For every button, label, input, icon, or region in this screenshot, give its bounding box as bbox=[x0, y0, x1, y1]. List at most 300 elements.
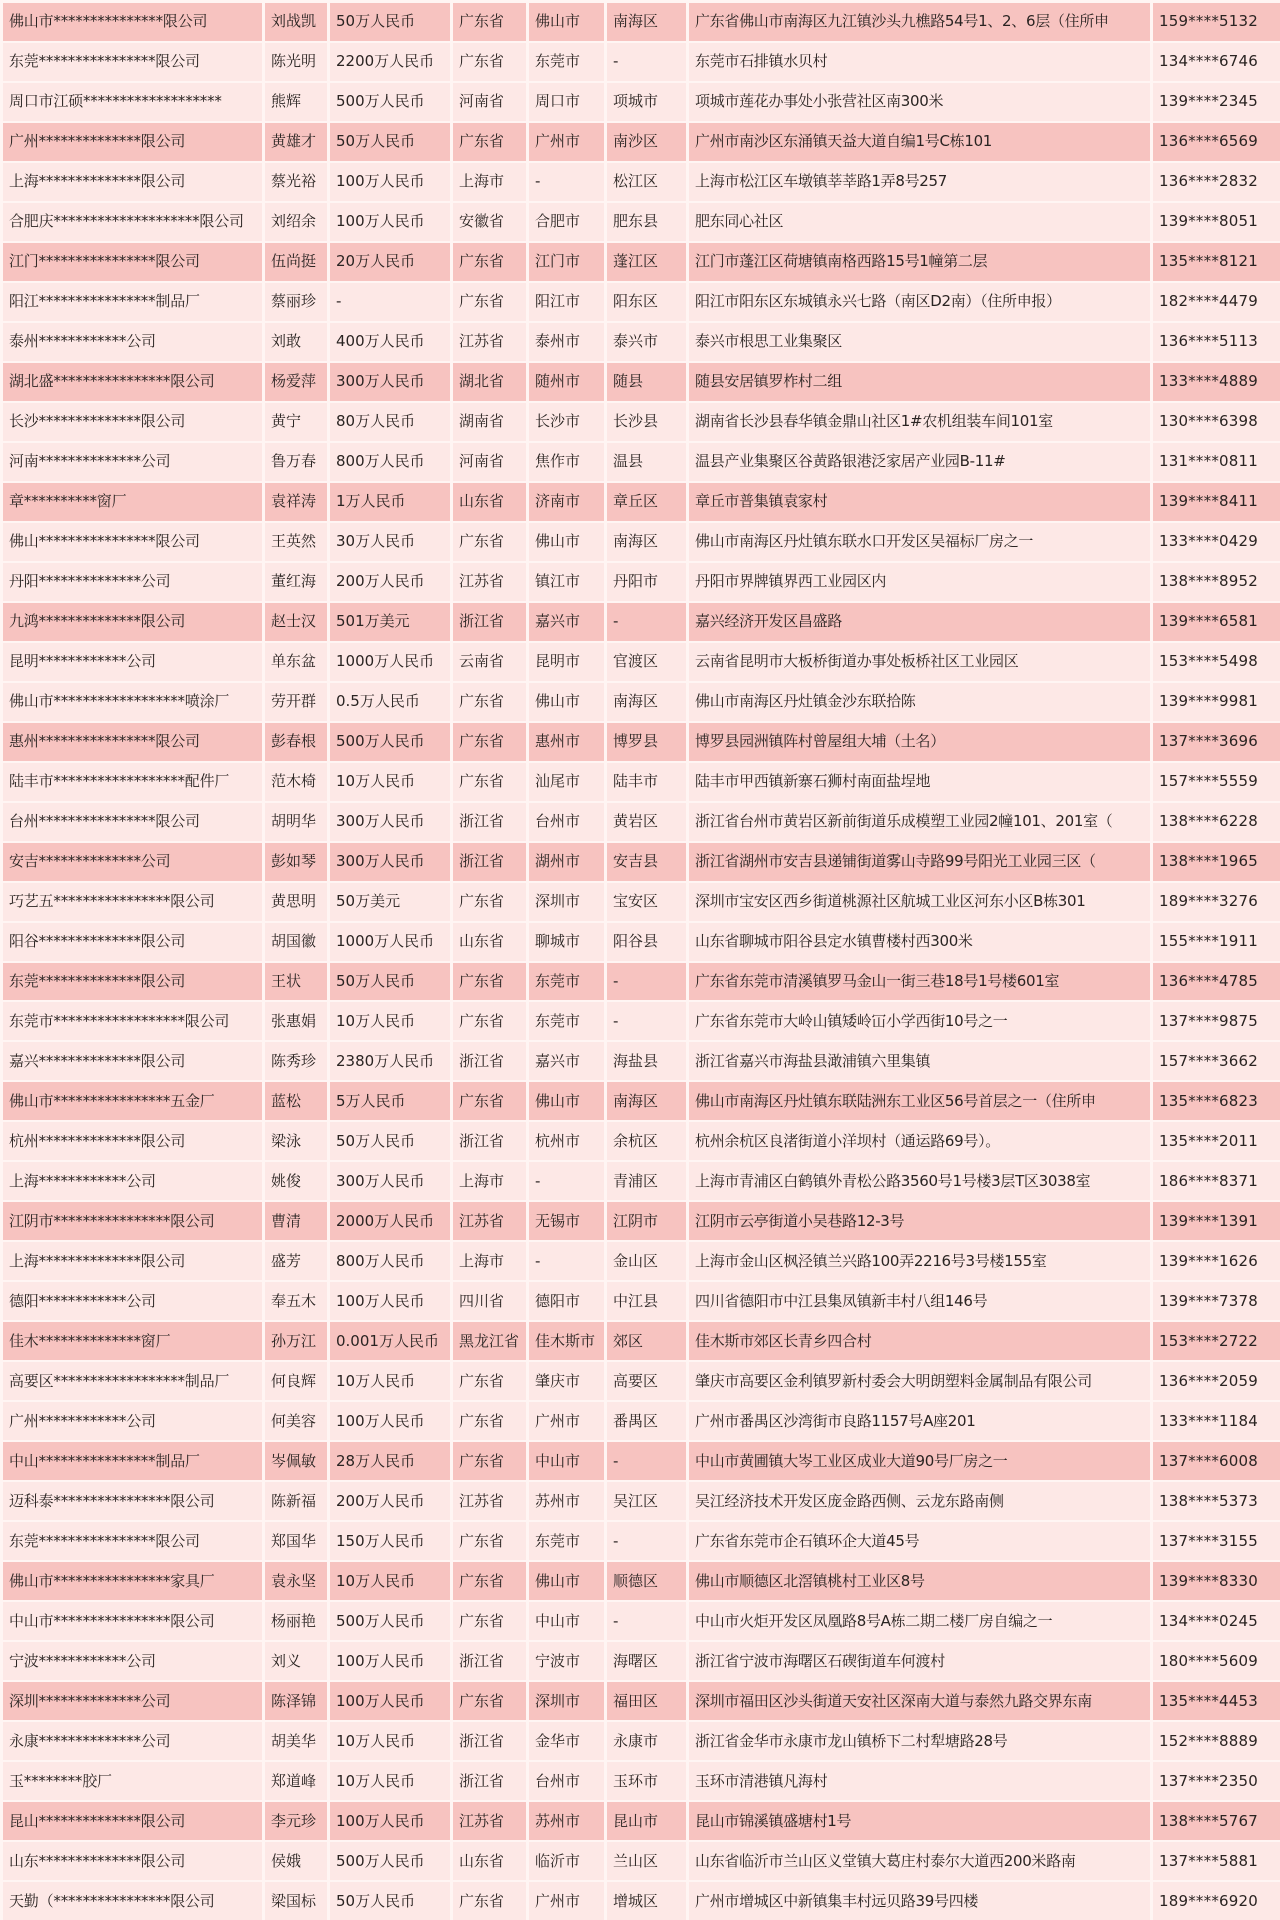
district-cell: 南海区 bbox=[607, 523, 686, 561]
province-cell: 上海市 bbox=[453, 1242, 526, 1280]
table-row bbox=[0, 43, 1280, 81]
table-row bbox=[0, 923, 1280, 961]
address-cell: 江门市蓬江区荷塘镇南格西路15号1幢第二层 bbox=[689, 243, 1150, 281]
company-name-cell: 永康**************公司 bbox=[3, 1722, 262, 1760]
registered-capital-cell: 1万人民币 bbox=[330, 483, 450, 521]
address-cell: 浙江省嘉兴市海盐县澉浦镇六里集镇 bbox=[689, 1042, 1150, 1080]
company-name-cell: 陆丰市******************配件厂 bbox=[3, 763, 262, 801]
table-row bbox=[0, 1522, 1280, 1560]
phone-cell: 139****1626 bbox=[1153, 1242, 1280, 1280]
address-cell: 阳江市阳东区东城镇永兴七路（南区D2南）（住所申报） bbox=[689, 283, 1150, 321]
city-cell: 江门市 bbox=[529, 243, 604, 281]
company-name-cell: 佛山市****************五金厂 bbox=[3, 1082, 262, 1120]
address-cell: 深圳市福田区沙头街道天安社区深南大道与泰然九路交界东南 bbox=[689, 1682, 1150, 1720]
district-cell: - bbox=[607, 963, 686, 1001]
district-cell: 南海区 bbox=[607, 3, 686, 41]
phone-cell: 137****3155 bbox=[1153, 1522, 1280, 1560]
phone-cell: 153****2722 bbox=[1153, 1322, 1280, 1360]
province-cell: 上海市 bbox=[453, 163, 526, 201]
province-cell: 云南省 bbox=[453, 643, 526, 681]
address-cell: 广东省佛山市南海区九江镇沙头九樵路54号1、2、6层（住所申 bbox=[689, 3, 1150, 41]
table-row bbox=[0, 1082, 1280, 1120]
registered-capital-cell: 10万人民币 bbox=[330, 1722, 450, 1760]
province-cell: 广东省 bbox=[453, 763, 526, 801]
legal-person-cell: 王状 bbox=[265, 963, 327, 1001]
registered-capital-cell: 10万人民币 bbox=[330, 763, 450, 801]
phone-cell: 135****8121 bbox=[1153, 243, 1280, 281]
province-cell: 广东省 bbox=[453, 963, 526, 1001]
legal-person-cell: 董红海 bbox=[265, 563, 327, 601]
table-row bbox=[0, 1162, 1280, 1200]
address-cell: 江阴市云亭街道小吴巷路12-3号 bbox=[689, 1202, 1150, 1240]
registered-capital-cell: 10万人民币 bbox=[330, 1562, 450, 1600]
phone-cell: 135****2011 bbox=[1153, 1122, 1280, 1160]
phone-cell: 138****5373 bbox=[1153, 1482, 1280, 1520]
province-cell: 江苏省 bbox=[453, 1802, 526, 1840]
district-cell: 长沙县 bbox=[607, 403, 686, 441]
city-cell: - bbox=[529, 1242, 604, 1280]
table-row bbox=[0, 1602, 1280, 1640]
district-cell: 海盐县 bbox=[607, 1042, 686, 1080]
legal-person-cell: 鲁万春 bbox=[265, 443, 327, 481]
phone-cell: 138****1965 bbox=[1153, 843, 1280, 881]
province-cell: 广东省 bbox=[453, 1562, 526, 1600]
legal-person-cell: 熊辉 bbox=[265, 83, 327, 121]
district-cell: 余杭区 bbox=[607, 1122, 686, 1160]
city-cell: 聊城市 bbox=[529, 923, 604, 961]
company-name-cell: 上海**************限公司 bbox=[3, 1242, 262, 1280]
district-cell: - bbox=[607, 603, 686, 641]
address-cell: 四川省德阳市中江县集凤镇新丰村八组146号 bbox=[689, 1282, 1150, 1320]
company-name-cell: 巧艺五****************限公司 bbox=[3, 883, 262, 921]
registered-capital-cell: 200万人民币 bbox=[330, 563, 450, 601]
registered-capital-cell: 100万人民币 bbox=[330, 1402, 450, 1440]
city-cell: 广州市 bbox=[529, 1402, 604, 1440]
legal-person-cell: 彭如琴 bbox=[265, 843, 327, 881]
province-cell: 广东省 bbox=[453, 1602, 526, 1640]
address-cell: 上海市金山区枫泾镇兰兴路100弄2216号3号楼155室 bbox=[689, 1242, 1150, 1280]
district-cell: 南沙区 bbox=[607, 123, 686, 161]
address-cell: 肥东同心社区 bbox=[689, 203, 1150, 241]
province-cell: 河南省 bbox=[453, 443, 526, 481]
table-row bbox=[0, 1642, 1280, 1680]
registered-capital-cell: 500万人民币 bbox=[330, 83, 450, 121]
city-cell: 佳木斯市 bbox=[529, 1322, 604, 1360]
phone-cell: 189****3276 bbox=[1153, 883, 1280, 921]
address-cell: 广东省东莞市清溪镇罗马金山一街三巷18号1号楼601室 bbox=[689, 963, 1150, 1001]
province-cell: 湖南省 bbox=[453, 403, 526, 441]
legal-person-cell: 郑国华 bbox=[265, 1522, 327, 1560]
address-cell: 佳木斯市郊区长青乡四合村 bbox=[689, 1322, 1150, 1360]
phone-cell: 137****9875 bbox=[1153, 1002, 1280, 1040]
company-name-cell: 东莞**************限公司 bbox=[3, 963, 262, 1001]
phone-cell: 137****6008 bbox=[1153, 1442, 1280, 1480]
district-cell: 南海区 bbox=[607, 683, 686, 721]
province-cell: 江苏省 bbox=[453, 323, 526, 361]
province-cell: 广东省 bbox=[453, 283, 526, 321]
legal-person-cell: 何美容 bbox=[265, 1402, 327, 1440]
table-row bbox=[0, 1402, 1280, 1440]
table-row bbox=[0, 203, 1280, 241]
province-cell: 江苏省 bbox=[453, 563, 526, 601]
district-cell: 随县 bbox=[607, 363, 686, 401]
company-name-cell: 佳木**************窗厂 bbox=[3, 1322, 262, 1360]
address-cell: 温县产业集聚区谷黄路银港泛家居产业园B-11# bbox=[689, 443, 1150, 481]
address-cell: 随县安居镇罗柞村二组 bbox=[689, 363, 1150, 401]
phone-cell: 136****2059 bbox=[1153, 1362, 1280, 1400]
phone-cell: 136****5113 bbox=[1153, 323, 1280, 361]
registered-capital-cell: 10万人民币 bbox=[330, 1762, 450, 1800]
address-cell: 玉环市清港镇凡海村 bbox=[689, 1762, 1150, 1800]
district-cell: 海曙区 bbox=[607, 1642, 686, 1680]
district-cell: 南海区 bbox=[607, 1082, 686, 1120]
province-cell: 浙江省 bbox=[453, 1042, 526, 1080]
company-name-cell: 高要区******************制品厂 bbox=[3, 1362, 262, 1400]
company-name-cell: 嘉兴**************限公司 bbox=[3, 1042, 262, 1080]
company-name-cell: 阳江****************制品厂 bbox=[3, 283, 262, 321]
city-cell: 佛山市 bbox=[529, 1082, 604, 1120]
province-cell: 江苏省 bbox=[453, 1482, 526, 1520]
province-cell: 广东省 bbox=[453, 43, 526, 81]
city-cell: 苏州市 bbox=[529, 1482, 604, 1520]
company-name-cell: 上海**************限公司 bbox=[3, 163, 262, 201]
legal-person-cell: 蔡丽珍 bbox=[265, 283, 327, 321]
table-row bbox=[0, 163, 1280, 201]
table-row bbox=[0, 1682, 1280, 1720]
registered-capital-cell: 50万美元 bbox=[330, 883, 450, 921]
registered-capital-cell: 28万人民币 bbox=[330, 1442, 450, 1480]
table-row bbox=[0, 1242, 1280, 1280]
registered-capital-cell: 50万人民币 bbox=[330, 123, 450, 161]
city-cell: 焦作市 bbox=[529, 443, 604, 481]
registered-capital-cell: 20万人民币 bbox=[330, 243, 450, 281]
city-cell: 泰州市 bbox=[529, 323, 604, 361]
city-cell: 东莞市 bbox=[529, 963, 604, 1001]
province-cell: 湖北省 bbox=[453, 363, 526, 401]
phone-cell: 139****8051 bbox=[1153, 203, 1280, 241]
district-cell: 昆山市 bbox=[607, 1802, 686, 1840]
address-cell: 吴江经济技术开发区庞金路西侧、云龙东路南侧 bbox=[689, 1482, 1150, 1520]
legal-person-cell: 蓝松 bbox=[265, 1082, 327, 1120]
company-name-cell: 昆山**************限公司 bbox=[3, 1802, 262, 1840]
phone-cell: 136****2832 bbox=[1153, 163, 1280, 201]
province-cell: 广东省 bbox=[453, 243, 526, 281]
province-cell: 浙江省 bbox=[453, 1642, 526, 1680]
district-cell: 松江区 bbox=[607, 163, 686, 201]
city-cell: 嘉兴市 bbox=[529, 1042, 604, 1080]
legal-person-cell: 陈秀珍 bbox=[265, 1042, 327, 1080]
phone-cell: 139****7378 bbox=[1153, 1282, 1280, 1320]
table-row bbox=[0, 83, 1280, 121]
legal-person-cell: 胡国徽 bbox=[265, 923, 327, 961]
table-row bbox=[0, 763, 1280, 801]
phone-cell: 138****6228 bbox=[1153, 803, 1280, 841]
province-cell: 浙江省 bbox=[453, 1722, 526, 1760]
phone-cell: 157****3662 bbox=[1153, 1042, 1280, 1080]
address-cell: 博罗县园洲镇阵村曾屋组大埔（土名） bbox=[689, 723, 1150, 761]
city-cell: 杭州市 bbox=[529, 1122, 604, 1160]
phone-cell: 134****0245 bbox=[1153, 1602, 1280, 1640]
province-cell: 山东省 bbox=[453, 923, 526, 961]
address-cell: 项城市莲花办事处小张营社区南300米 bbox=[689, 83, 1150, 121]
address-cell: 浙江省宁波市海曙区石碶街道车何渡村 bbox=[689, 1642, 1150, 1680]
phone-cell: 131****0811 bbox=[1153, 443, 1280, 481]
district-cell: 吴江区 bbox=[607, 1482, 686, 1520]
registered-capital-cell: 50万人民币 bbox=[330, 3, 450, 41]
legal-person-cell: 杨爱萍 bbox=[265, 363, 327, 401]
company-name-cell: 安吉**************公司 bbox=[3, 843, 262, 881]
registered-capital-cell: 500万人民币 bbox=[330, 1842, 450, 1880]
address-cell: 嘉兴经济开发区昌盛路 bbox=[689, 603, 1150, 641]
district-cell: 青浦区 bbox=[607, 1162, 686, 1200]
district-cell: 博罗县 bbox=[607, 723, 686, 761]
district-cell: 黄岩区 bbox=[607, 803, 686, 841]
address-cell: 浙江省台州市黄岩区新前街道乐成模塑工业园2幢101、201室（ bbox=[689, 803, 1150, 841]
province-cell: 广东省 bbox=[453, 1002, 526, 1040]
district-cell: 增城区 bbox=[607, 1882, 686, 1920]
district-cell: - bbox=[607, 1442, 686, 1480]
company-name-cell: 佛山****************限公司 bbox=[3, 523, 262, 561]
company-name-cell: 玉********胶厂 bbox=[3, 1762, 262, 1800]
registered-capital-cell: 500万人民币 bbox=[330, 1602, 450, 1640]
address-cell: 肇庆市高要区金利镇罗新村委会大明朗塑料金属制品有限公司 bbox=[689, 1362, 1150, 1400]
city-cell: 佛山市 bbox=[529, 523, 604, 561]
province-cell: 浙江省 bbox=[453, 803, 526, 841]
city-cell: 台州市 bbox=[529, 803, 604, 841]
company-name-cell: 合肥庆********************限公司 bbox=[3, 203, 262, 241]
table-row bbox=[0, 603, 1280, 641]
legal-person-cell: 蔡光裕 bbox=[265, 163, 327, 201]
district-cell: - bbox=[607, 1002, 686, 1040]
city-cell: 湖州市 bbox=[529, 843, 604, 881]
table-row bbox=[0, 3, 1280, 41]
table-row bbox=[0, 1722, 1280, 1760]
province-cell: 广东省 bbox=[453, 1082, 526, 1120]
district-cell: 泰兴市 bbox=[607, 323, 686, 361]
company-name-cell: 广州************公司 bbox=[3, 1402, 262, 1440]
table-row bbox=[0, 1282, 1280, 1320]
company-name-cell: 长沙**************限公司 bbox=[3, 403, 262, 441]
city-cell: 合肥市 bbox=[529, 203, 604, 241]
address-cell: 杭州余杭区良渚街道小洋坝村（通运路69号）。 bbox=[689, 1122, 1150, 1160]
phone-cell: 155****1911 bbox=[1153, 923, 1280, 961]
city-cell: 东莞市 bbox=[529, 43, 604, 81]
company-name-cell: 湖北盛****************限公司 bbox=[3, 363, 262, 401]
province-cell: 山东省 bbox=[453, 1842, 526, 1880]
table-row bbox=[0, 1802, 1280, 1840]
legal-person-cell: 范木椅 bbox=[265, 763, 327, 801]
table-row bbox=[0, 1882, 1280, 1920]
district-cell: 永康市 bbox=[607, 1722, 686, 1760]
registered-capital-cell: 100万人民币 bbox=[330, 1802, 450, 1840]
company-name-cell: 东莞市******************限公司 bbox=[3, 1002, 262, 1040]
district-cell: 中江县 bbox=[607, 1282, 686, 1320]
company-name-cell: 宁波************公司 bbox=[3, 1642, 262, 1680]
table-row bbox=[0, 483, 1280, 521]
district-cell: 阳谷县 bbox=[607, 923, 686, 961]
legal-person-cell: 单东盆 bbox=[265, 643, 327, 681]
phone-cell: 133****4889 bbox=[1153, 363, 1280, 401]
province-cell: 浙江省 bbox=[453, 603, 526, 641]
legal-person-cell: 梁国标 bbox=[265, 1882, 327, 1920]
legal-person-cell: 姚俊 bbox=[265, 1162, 327, 1200]
phone-cell: 139****8411 bbox=[1153, 483, 1280, 521]
legal-person-cell: 陈光明 bbox=[265, 43, 327, 81]
city-cell: - bbox=[529, 1162, 604, 1200]
registered-capital-cell: 500万人民币 bbox=[330, 723, 450, 761]
legal-person-cell: 黄思明 bbox=[265, 883, 327, 921]
legal-person-cell: 劳开群 bbox=[265, 683, 327, 721]
address-cell: 昆山市锦溪镇盛塘村1号 bbox=[689, 1802, 1150, 1840]
legal-person-cell: 梁泳 bbox=[265, 1122, 327, 1160]
city-cell: 金华市 bbox=[529, 1722, 604, 1760]
province-cell: 广东省 bbox=[453, 723, 526, 761]
city-cell: 佛山市 bbox=[529, 3, 604, 41]
table-row bbox=[0, 1562, 1280, 1600]
registered-capital-cell: 0.5万人民币 bbox=[330, 683, 450, 721]
table-row bbox=[0, 1122, 1280, 1160]
legal-person-cell: 刘绍余 bbox=[265, 203, 327, 241]
district-cell: 福田区 bbox=[607, 1682, 686, 1720]
registered-capital-cell: 300万人民币 bbox=[330, 1162, 450, 1200]
province-cell: 河南省 bbox=[453, 83, 526, 121]
legal-person-cell: 侯娥 bbox=[265, 1842, 327, 1880]
province-cell: 广东省 bbox=[453, 883, 526, 921]
legal-person-cell: 李元珍 bbox=[265, 1802, 327, 1840]
registered-capital-cell: 100万人民币 bbox=[330, 203, 450, 241]
registered-capital-cell: 1000万人民币 bbox=[330, 923, 450, 961]
phone-cell: 133****1184 bbox=[1153, 1402, 1280, 1440]
address-cell: 章丘市普集镇袁家村 bbox=[689, 483, 1150, 521]
registered-capital-cell: 2000万人民币 bbox=[330, 1202, 450, 1240]
district-cell: 丹阳市 bbox=[607, 563, 686, 601]
company-name-cell: 昆明************公司 bbox=[3, 643, 262, 681]
phone-cell: 189****6920 bbox=[1153, 1882, 1280, 1920]
legal-person-cell: 张惠娟 bbox=[265, 1002, 327, 1040]
address-cell: 中山市火炬开发区凤凰路8号A栋二期二楼厂房自编之一 bbox=[689, 1602, 1150, 1640]
district-cell: 阳东区 bbox=[607, 283, 686, 321]
address-cell: 山东省临沂市兰山区义堂镇大葛庄村泰尔大道西200米路南 bbox=[689, 1842, 1150, 1880]
company-name-cell: 杭州**************限公司 bbox=[3, 1122, 262, 1160]
district-cell: 章丘区 bbox=[607, 483, 686, 521]
phone-cell: 136****6569 bbox=[1153, 123, 1280, 161]
company-name-cell: 佛山市***************限公司 bbox=[3, 3, 262, 41]
table-row bbox=[0, 1762, 1280, 1800]
registered-capital-cell: 80万人民币 bbox=[330, 403, 450, 441]
city-cell: 广州市 bbox=[529, 123, 604, 161]
address-cell: 陆丰市甲西镇新寨石狮村南面盐埕地 bbox=[689, 763, 1150, 801]
province-cell: 广东省 bbox=[453, 1442, 526, 1480]
table-row bbox=[0, 803, 1280, 841]
city-cell: 长沙市 bbox=[529, 403, 604, 441]
district-cell: 金山区 bbox=[607, 1242, 686, 1280]
company-name-cell: 东莞****************限公司 bbox=[3, 43, 262, 81]
table-row bbox=[0, 1482, 1280, 1520]
phone-cell: 133****0429 bbox=[1153, 523, 1280, 561]
legal-person-cell: 胡美华 bbox=[265, 1722, 327, 1760]
table-row bbox=[0, 363, 1280, 401]
district-cell: 项城市 bbox=[607, 83, 686, 121]
company-name-cell: 迈科泰****************限公司 bbox=[3, 1482, 262, 1520]
city-cell: 深圳市 bbox=[529, 883, 604, 921]
registered-capital-cell: 2380万人民币 bbox=[330, 1042, 450, 1080]
legal-person-cell: 岑佩敏 bbox=[265, 1442, 327, 1480]
address-cell: 深圳市宝安区西乡街道桃源社区航城工业区河东小区B栋301 bbox=[689, 883, 1150, 921]
city-cell: 随州市 bbox=[529, 363, 604, 401]
address-cell: 佛山市南海区丹灶镇金沙东联拾陈 bbox=[689, 683, 1150, 721]
address-cell: 广东省东莞市大岭山镇矮岭冚小学西街10号之一 bbox=[689, 1002, 1150, 1040]
district-cell: 温县 bbox=[607, 443, 686, 481]
company-name-cell: 佛山市****************家具厂 bbox=[3, 1562, 262, 1600]
city-cell: 济南市 bbox=[529, 483, 604, 521]
company-name-cell: 九鸿**************限公司 bbox=[3, 603, 262, 641]
legal-person-cell: 孙万江 bbox=[265, 1322, 327, 1360]
table-row bbox=[0, 643, 1280, 681]
province-cell: 江苏省 bbox=[453, 1202, 526, 1240]
table-row bbox=[0, 1042, 1280, 1080]
city-cell: 无锡市 bbox=[529, 1202, 604, 1240]
district-cell: 郊区 bbox=[607, 1322, 686, 1360]
legal-person-cell: 杨丽艳 bbox=[265, 1602, 327, 1640]
legal-person-cell: 刘义 bbox=[265, 1642, 327, 1680]
district-cell: 官渡区 bbox=[607, 643, 686, 681]
city-cell: 临沂市 bbox=[529, 1842, 604, 1880]
district-cell: 玉环市 bbox=[607, 1762, 686, 1800]
table-row bbox=[0, 403, 1280, 441]
address-cell: 湖南省长沙县春华镇金鼎山社区1#农机组装车间101室 bbox=[689, 403, 1150, 441]
address-cell: 山东省聊城市阳谷县定水镇曹楼村西300米 bbox=[689, 923, 1150, 961]
province-cell: 广东省 bbox=[453, 683, 526, 721]
legal-person-cell: 黄宁 bbox=[265, 403, 327, 441]
phone-cell: 130****6398 bbox=[1153, 403, 1280, 441]
table-row bbox=[0, 1002, 1280, 1040]
province-cell: 浙江省 bbox=[453, 1762, 526, 1800]
city-cell: 中山市 bbox=[529, 1602, 604, 1640]
company-name-cell: 山东**************限公司 bbox=[3, 1842, 262, 1880]
table-row bbox=[0, 1442, 1280, 1480]
registered-capital-cell: 10万人民币 bbox=[330, 1002, 450, 1040]
registered-capital-cell: 150万人民币 bbox=[330, 1522, 450, 1560]
province-cell: 上海市 bbox=[453, 1162, 526, 1200]
city-cell: 佛山市 bbox=[529, 683, 604, 721]
district-cell: 番禺区 bbox=[607, 1402, 686, 1440]
phone-cell: 135****4453 bbox=[1153, 1682, 1280, 1720]
registered-capital-cell: 2200万人民币 bbox=[330, 43, 450, 81]
province-cell: 山东省 bbox=[453, 483, 526, 521]
table-row bbox=[0, 1362, 1280, 1400]
legal-person-cell: 陈泽锦 bbox=[265, 1682, 327, 1720]
registered-capital-cell: 1000万人民币 bbox=[330, 643, 450, 681]
phone-cell: 139****9981 bbox=[1153, 683, 1280, 721]
province-cell: 广东省 bbox=[453, 1882, 526, 1920]
table-row bbox=[0, 323, 1280, 361]
phone-cell: 139****2345 bbox=[1153, 83, 1280, 121]
district-cell: 高要区 bbox=[607, 1362, 686, 1400]
district-cell: - bbox=[607, 43, 686, 81]
registered-capital-cell: 800万人民币 bbox=[330, 443, 450, 481]
legal-person-cell: 陈新福 bbox=[265, 1482, 327, 1520]
registered-capital-cell: 50万人民币 bbox=[330, 1122, 450, 1160]
city-cell: 昆明市 bbox=[529, 643, 604, 681]
registered-capital-cell: 300万人民币 bbox=[330, 803, 450, 841]
legal-person-cell: 赵士汉 bbox=[265, 603, 327, 641]
phone-cell: 139****6581 bbox=[1153, 603, 1280, 641]
company-name-cell: 江门****************限公司 bbox=[3, 243, 262, 281]
phone-cell: 182****4479 bbox=[1153, 283, 1280, 321]
city-cell: 嘉兴市 bbox=[529, 603, 604, 641]
registered-capital-cell: 30万人民币 bbox=[330, 523, 450, 561]
address-cell: 上海市松江区车墩镇莘莘路1弄8号257 bbox=[689, 163, 1150, 201]
